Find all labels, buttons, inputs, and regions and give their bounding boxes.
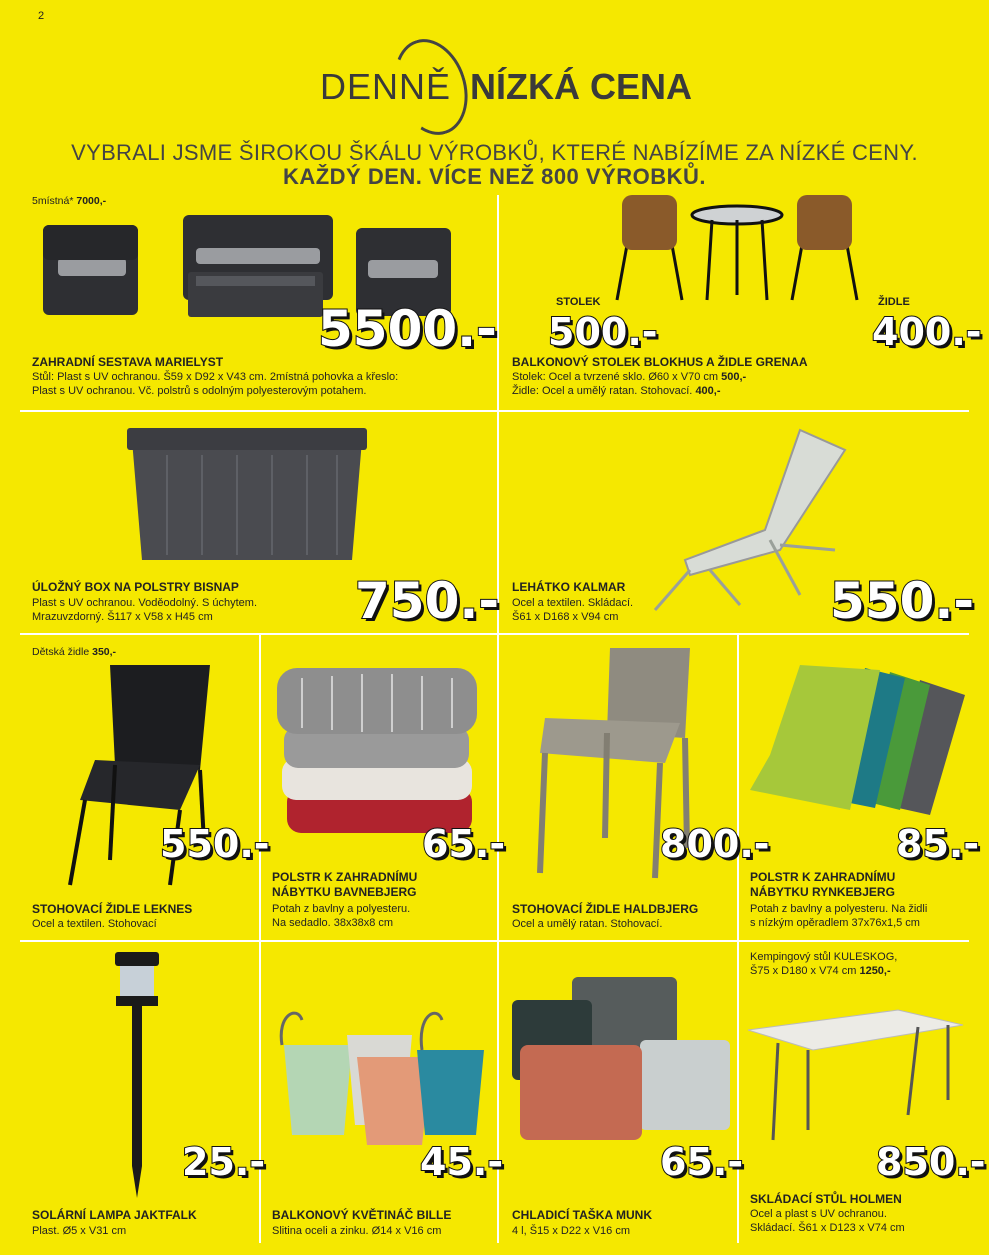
- marielyst-desc-2: Plast s UV ochranou. Vč. polstrů s odolným polyesterovým potahem.: [32, 385, 367, 397]
- bille-desc-1: Slitina oceli a zinku. Ø14 x V16 cm: [272, 1225, 442, 1237]
- jaktfalk-price: 25.-: [182, 1140, 266, 1184]
- page-number: 2: [38, 10, 45, 22]
- holmen-price: 850.-: [876, 1140, 986, 1184]
- bille-title: BALKONOVÝ KVĚTINÁČ BILLE: [272, 1208, 452, 1222]
- munk-price: 65.-: [660, 1140, 744, 1184]
- divider: [20, 633, 969, 635]
- blokhus-desc-2: Židle: Ocel a umělý ratan. Stohovací. 400,-: [512, 385, 721, 397]
- bavnebjerg-desc-2: Na sedadlo. 38x38x8 cm: [272, 917, 394, 929]
- bavnebjerg-price: 65.-: [422, 822, 506, 866]
- kalmar-desc-2: Š61 x D168 x V94 cm: [512, 611, 619, 623]
- leknes-price: 550.-: [160, 822, 270, 866]
- bisnap-desc-1: Plast s UV ochranou. Voděodolný. S úchytem.: [32, 597, 258, 609]
- kalmar-price: 550.-: [830, 572, 975, 630]
- seat-cushions-image: [272, 658, 487, 838]
- brand-denne: DENNĚ: [320, 66, 452, 107]
- leknes-note: Dětská židle 350,-: [32, 646, 117, 658]
- rynkebjerg-desc-1: Potah z bavlny a polyesteru. Na židli: [750, 903, 928, 915]
- kalmar-title: LEHÁTKO KALMAR: [512, 580, 626, 594]
- brand-logo: [0, 38, 989, 108]
- jaktfalk-desc-1: Plast. Ø5 x V31 cm: [32, 1225, 127, 1237]
- haldbjerg-price: 800.-: [660, 822, 770, 866]
- jaktfalk-title: SOLÁRNÍ LAMPA JAKTFALK: [32, 1208, 197, 1222]
- header-line-2: KAŽDÝ DEN. VÍCE NEŽ 800 VÝROBKŮ.: [282, 164, 707, 189]
- bisnap-price: 750.-: [355, 572, 500, 630]
- bille-price: 45.-: [420, 1140, 504, 1184]
- holmen-note-1: Kempingový stůl KULESKOG,: [750, 951, 898, 963]
- rynkebjerg-price: 85.-: [896, 822, 980, 866]
- rynkebjerg-title-2: NÁBYTKU RYNKEBJERG: [750, 885, 895, 899]
- marielyst-title: ZAHRADNÍ SESTAVA MARIELYST: [32, 355, 224, 369]
- rynkebjerg-desc-2: s nízkým opěradlem 37x76x1,5 cm: [750, 917, 920, 929]
- holmen-note-2: Š75 x D180 x V74 cm 1250,-: [750, 965, 891, 977]
- holmen-desc-2: Skládací. Š61 x D123 x V74 cm: [750, 1222, 905, 1234]
- holmen-desc-1: Ocel a plast s UV ochranou.: [750, 1208, 887, 1220]
- divider: [20, 940, 969, 942]
- table-chairs-image: [612, 190, 862, 310]
- marielyst-desc-1: Stůl: Plast s UV ochranou. Š59 x D92 x V43 cm. 2místná pohovka a křeslo:: [32, 371, 399, 383]
- bavnebjerg-title-2: NÁBYTKU BAVNEBJERG: [272, 885, 417, 899]
- solar-lamp-image: [112, 950, 162, 1200]
- bavnebjerg-desc-1: Potah z bavlny a polyesteru.: [272, 903, 411, 915]
- divider: [497, 195, 499, 633]
- zidle-price: 400.-: [872, 310, 982, 354]
- holmen-title: SKLÁDACÍ STŮL HOLMEN: [750, 1192, 902, 1206]
- brand-nizka-cena: NÍZKÁ CENA: [470, 66, 692, 107]
- divider: [20, 410, 969, 412]
- munk-title: CHLADICÍ TAŠKA MUNK: [512, 1208, 652, 1222]
- cooler-bags-image: [510, 975, 735, 1145]
- rynkebjerg-title-1: POLSTR K ZAHRADNÍMU: [750, 870, 896, 884]
- flower-pots-image: [272, 995, 492, 1145]
- folding-table-image: [748, 1005, 968, 1145]
- bavnebjerg-title-1: POLSTR K ZAHRADNÍMU: [272, 870, 418, 884]
- stolek-price: 500.-: [548, 310, 658, 354]
- leknes-desc-1: Ocel a textilen. Stohovací: [32, 918, 157, 930]
- chair-pads-image: [750, 660, 970, 820]
- haldbjerg-title: STOHOVACÍ ŽIDLE HALDBJERG: [512, 902, 699, 916]
- bisnap-desc-2: Mrazuvzdorný. Š117 x V58 x H45 cm: [32, 611, 213, 623]
- haldbjerg-desc-1: Ocel a umělý ratan. Stohovací.: [512, 918, 663, 930]
- zidle-label: ŽIDLE: [878, 296, 910, 308]
- stolek-label: STOLEK: [556, 296, 601, 308]
- blokhus-title: BALKONOVÝ STOLEK BLOKHUS A ŽIDLE GRENAA: [512, 355, 808, 369]
- munk-desc-1: 4 l, Š15 x D22 x V16 cm: [512, 1225, 630, 1237]
- header-line-1: VYBRALI JSME ŠIROKOU ŠKÁLU VÝROBKŮ, KTERÉ NABÍZÍME ZA NÍZKÉ CENY.: [71, 140, 918, 165]
- marielyst-note: 5místná* 7000,-: [32, 195, 107, 207]
- kalmar-desc-1: Ocel a textilen. Skládací.: [512, 597, 634, 609]
- marielyst-price: 5500.-: [318, 300, 497, 358]
- storage-box-image: [122, 420, 372, 570]
- blokhus-desc-1: Stolek: Ocel a tvrzené sklo. Ø60 x V70 cm 500,-: [512, 371, 747, 383]
- leknes-title: STOHOVACÍ ŽIDLE LEKNES: [32, 902, 193, 916]
- bisnap-title: ÚLOŽNÝ BOX NA POLSTRY BISNAP: [32, 580, 239, 594]
